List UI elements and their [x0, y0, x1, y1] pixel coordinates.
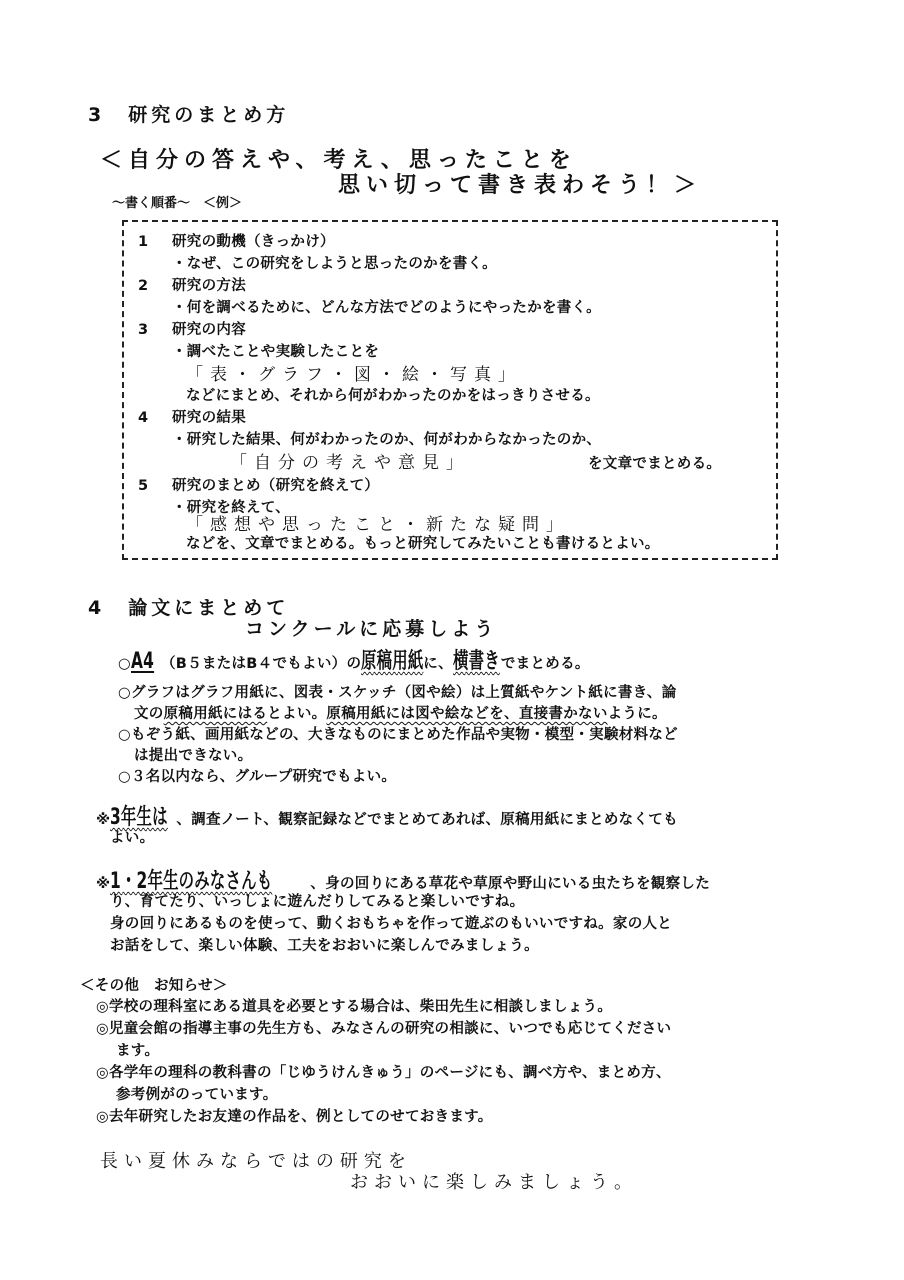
note-text: 、身の回りにある草花や草原や野山にいる虫たちを観察した	[310, 876, 711, 892]
other-item-2-cont: ます。	[116, 1043, 160, 1059]
section4-heading-line1: 4 論文にまとめて	[88, 597, 290, 619]
step-3-line: ・調べたことや実験したことを	[172, 344, 380, 360]
step-3-after: などにまとめ、それから何がわかったのかをはっきりさせる。	[186, 388, 600, 404]
step-4-title	[138, 406, 246, 427]
step-title-text: 研究の方法	[172, 278, 246, 294]
step-4-suffix: を文章でまとめる。	[588, 456, 722, 472]
step-5-title	[138, 474, 379, 495]
bullet-mark: ○	[118, 656, 131, 672]
step-number: 5	[138, 478, 149, 494]
step-2-title	[138, 274, 246, 295]
note-text: 、調査ノート、観察記録などでまとめてあれば、原稿用紙にまとめなくても	[176, 812, 678, 828]
bullet-large-items-line2: は提出できない。	[134, 748, 253, 764]
note-grade12-line4: お話をして、楽しい体験、工夫をおおいに楽しんでみましょう。	[110, 938, 539, 954]
step-title-text: 研究の内容	[172, 322, 246, 338]
bullet-group-research: ○３名以内なら、グループ研究でもよい。	[118, 769, 397, 785]
step-title-text: 研究のまとめ（研究を終えて）	[172, 478, 380, 494]
step-4-line: ・研究した結果、何がわかったのか、何がわからなかったのか、	[172, 432, 602, 448]
step-1-line: ・なぜ、この研究をしようと思ったのかを書く。	[172, 256, 497, 272]
step-number: 3	[138, 322, 149, 338]
other-item-3-cont: 参考例がのっています。	[116, 1087, 278, 1103]
ni-text: に、	[423, 656, 453, 672]
grade3-emphasis: 3年生は	[110, 805, 169, 830]
step-5-line: ・研究を終えて、	[172, 500, 291, 516]
other-item-3: ◎各学年の理科の教科書の「じゆうけんきゅう」のページにも、調べ方や、まとめ方、	[96, 1065, 671, 1081]
step-3-title	[138, 318, 246, 339]
note-mark: ※	[96, 812, 111, 828]
step-4-emphasis: 「自分の考えや意見」	[230, 453, 470, 473]
end-text: でまとめる。	[500, 656, 590, 672]
slogan-line1: ＜自分の答えや、考え、思ったことを	[100, 148, 577, 173]
slogan-line2: 思い切って書き表わそう！＞	[338, 173, 703, 198]
step-1-title	[138, 230, 335, 251]
grade12-emphasis: 1・2年生のみなさんも	[110, 869, 273, 894]
other-item-4: ◎去年研究したお友達の作品を、例としてのせておきます。	[96, 1109, 493, 1125]
text: とよい。	[267, 706, 327, 722]
bullet-graph-line1: ○グラフはグラフ用紙に、図表・スケッチ（図や絵）は上質紙やケント紙に書き、論	[118, 685, 677, 701]
a4-emphasis: A4	[130, 649, 155, 674]
other-item-1: ◎学校の理科室にある道具を必要とする場合は、柴田先生に相談しましょう。	[96, 999, 613, 1015]
note-grade3	[96, 800, 678, 831]
genko-yoshi-emphasis: 原稿用紙	[361, 649, 424, 674]
yokogaki-emphasis: 横書き	[452, 649, 500, 674]
text: ように。	[607, 706, 667, 722]
step-5-after: などを、文章でまとめる。もっと研究してみたいことも書けるとよい。	[186, 536, 660, 552]
bullet-paper-format	[118, 644, 590, 675]
step-number: 1	[138, 234, 149, 250]
other-heading: ＜その他 お知らせ＞	[80, 978, 228, 994]
text: 文の	[134, 706, 164, 722]
step-2-line: ・何を調べるために、どんな方法でどのようにやったかを書く。	[172, 300, 601, 316]
bullet-large-items-line1: ○もぞう紙、画用紙などの、大きなものにまとめた作品や実物・模型・実験材料など	[118, 727, 678, 743]
order-label: ～書く順番～ ＜例＞	[112, 196, 243, 211]
note-grade12-line2: り、育てたり、いっしょに遊んだりしてみると楽しいですね。	[110, 894, 525, 910]
step-title-text: 研究の結果	[172, 410, 246, 426]
closing-line1: 長い夏休みならではの研究を	[100, 1151, 412, 1172]
underlined-text: 原稿用紙にはる	[163, 706, 268, 722]
bullet-graph-line2	[134, 702, 667, 723]
underlined-text: 原稿用紙には図や絵などを、直接書かない	[326, 706, 608, 722]
note-mark: ※	[96, 876, 111, 892]
note-grade3-line2: よい。	[110, 830, 155, 846]
other-item-2: ◎児童会館の指導主事の先生方も、みなさんの研究の相談に、いつでも応じてください	[96, 1021, 672, 1037]
note-grade12-line3: 身の回りにあるものを使って、動くおもちゃを作って遊ぶのもいいですね。家の人と	[110, 916, 673, 932]
step-title-text: 研究の動機（きっかけ）	[172, 234, 335, 250]
step-5-emphasis: 「感想や思ったこと・新たな疑問」	[186, 515, 570, 535]
section3-heading: 3 研究のまとめ方	[88, 104, 290, 126]
step-number: 2	[138, 278, 149, 294]
closing-line2: おおいに楽しみましょう。	[350, 1172, 638, 1193]
step-3-emphasis: 「表・グラフ・図・絵・写真」	[186, 365, 522, 385]
step-number: 4	[138, 410, 149, 426]
paren-text: （B５またはB４でもよい）の	[160, 656, 362, 672]
section4-heading-line2: コンクールに応募しよう	[245, 618, 498, 640]
